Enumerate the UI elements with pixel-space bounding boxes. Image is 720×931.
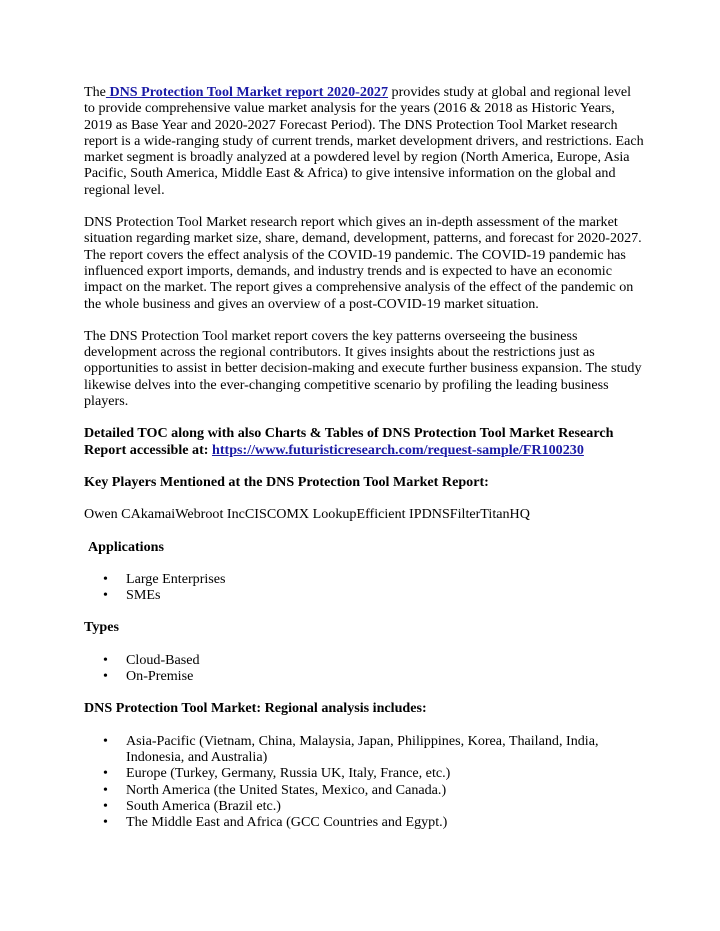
list-item-label: Asia-Pacific (Vietnam, China, Malaysia, Japan, Philippines, Korea, Thailand, India, Indonesia, and Australia) — [126, 732, 599, 765]
list-item-label: The Middle East and Africa (GCC Countries and Egypt.) — [126, 814, 448, 831]
sample-request-link[interactable]: https://www.futuristicresearch.com/request-sample/FR100230 — [211, 441, 584, 458]
document-page — [84, 84, 644, 846]
bullet-icon: • — [103, 651, 108, 668]
types-heading: Types — [84, 619, 119, 636]
toc-paragraph — [84, 425, 644, 458]
regional-heading: DNS Protection Tool Market: Regional analysis includes: — [84, 700, 427, 717]
assessment-paragraph: DNS Protection Tool Market research report which gives an in-depth assessment of the market situation regarding market size, share, demand, development, patterns, and forecast for 2020-2027. The report covers the effect analysis of the COVID-19 pandemic. The COVID-19 pandemic has influenced export imports, demands, and industry trends and is expected to have an economic impact on the market. The report gives a comprehensive analysis of the effect of the pandemic on the whole business and gives an overview of a post-COVID-19 market situation. — [84, 214, 642, 312]
list-item — [84, 733, 644, 766]
bullet-icon: • — [103, 781, 108, 798]
list-item — [84, 782, 644, 798]
list-item-label: SMEs — [126, 587, 161, 604]
intro-prefix: The — [84, 84, 106, 100]
list-item — [84, 571, 644, 587]
bullet-icon: • — [103, 587, 108, 604]
list-item — [84, 668, 644, 684]
bullet-icon: • — [103, 668, 108, 685]
toc-text: Detailed TOC along with also Charts & Tables of DNS Protection Tool Market Research Report accessible at: — [84, 425, 614, 458]
list-item — [84, 798, 644, 814]
list-item-label: South America (Brazil etc.) — [126, 797, 281, 814]
patterns-paragraph: The DNS Protection Tool market report covers the key patterns overseeing the business development across the regional contributors. It gives insights about the restrictions just as opportunities to assist in better decision-making and execute further business expansion. The study likewise delves into the ever-changing competitive scenario by profiling the leading business players. — [84, 327, 642, 410]
list-item — [84, 765, 644, 781]
regional-list — [84, 733, 644, 831]
applications-list — [84, 571, 644, 604]
types-list — [84, 652, 644, 685]
report-link[interactable]: DNS Protection Tool Market report 2020-2027 — [105, 84, 389, 100]
list-item-label: On-Premise — [126, 668, 194, 685]
list-item-label: North America (the United States, Mexico, and Canada.) — [126, 781, 447, 798]
applications-heading: Applications — [88, 538, 164, 555]
bullet-icon: • — [103, 797, 108, 814]
list-item — [84, 814, 644, 830]
list-item — [84, 587, 644, 603]
bullet-icon: • — [103, 570, 108, 587]
list-item-label: Europe (Turkey, Germany, Russia UK, Italy, France, etc.) — [126, 765, 451, 782]
bullet-icon: • — [103, 765, 108, 782]
key-players-heading: Key Players Mentioned at the DNS Protection Tool Market Report: — [84, 473, 489, 490]
intro-rest: provides study at global and regional level to provide comprehensive value market analysis for the years (2016 & 2018 as Historic Years, 2019 as Base Year and 2020-2027 Forecast Period). The DNS Protection Tool Market research report is a wide-ranging study of current trends, market development drivers, and restrictions. Each market segment is broadly analyzed at a powdered level by region (North America, Europe, Asia Pacific, South America, Middle East & Africa) to give intensive information on the global and regional level. — [84, 84, 644, 198]
intro-paragraph — [84, 84, 644, 198]
bullet-icon: • — [103, 732, 108, 749]
list-item-label: Large Enterprises — [126, 570, 226, 587]
bullet-icon: • — [103, 814, 108, 831]
key-players-list: Owen CAkamaiWebroot IncCISCOMX LookupEfficient IPDNSFilterTitanHQ — [84, 506, 530, 523]
list-item — [84, 652, 644, 668]
list-item-label: Cloud-Based — [126, 651, 200, 668]
